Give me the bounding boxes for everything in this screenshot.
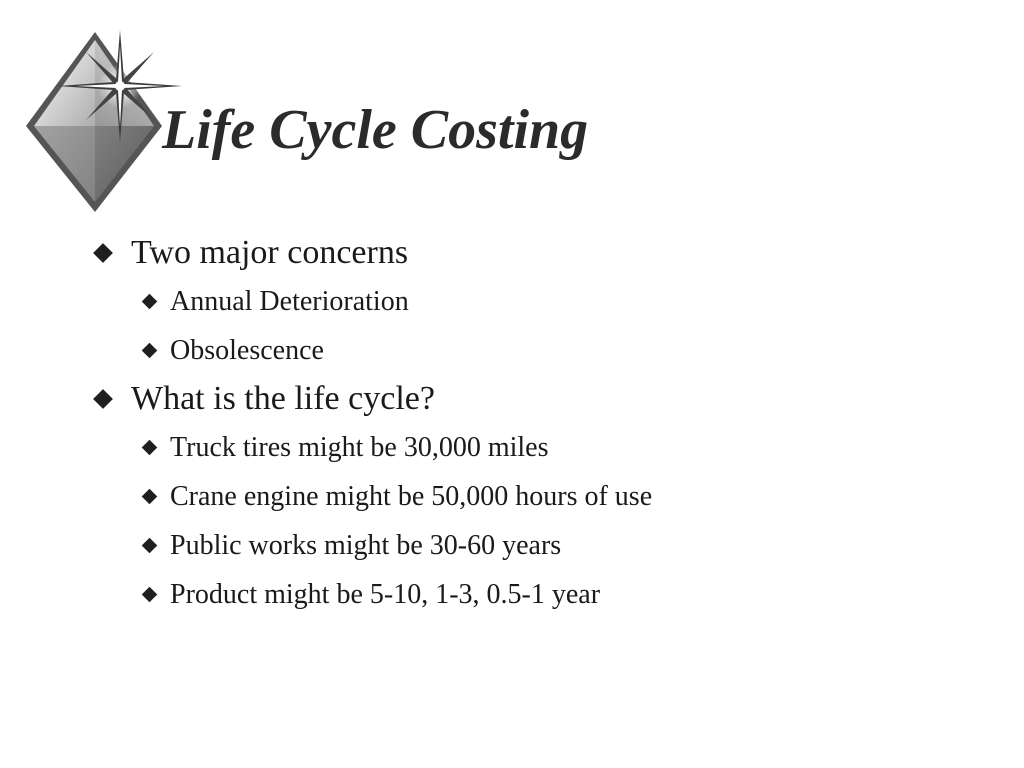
sub-bullet-text: Obsolescence <box>170 334 324 366</box>
sub-bullet-item <box>90 570 990 619</box>
diamond-bullet-icon <box>142 587 158 603</box>
bullet-item <box>90 229 990 277</box>
sub-bullet-text: Product might be 5-10, 1-3, 0.5-1 year <box>170 578 601 610</box>
slide-title: Life Cycle Costing <box>162 99 589 161</box>
bullet-text: Two major concerns <box>131 234 409 271</box>
diamond-bullet-icon <box>142 343 158 359</box>
diamond-bullet-icon <box>142 489 158 505</box>
sub-bullet-item <box>90 326 990 375</box>
sub-bullet-item <box>90 521 990 570</box>
bullet-list <box>90 229 990 619</box>
bullet-item <box>90 375 990 423</box>
diamond-bullet-icon <box>142 440 158 456</box>
sub-bullet-text: Crane engine might be 50,000 hours of use <box>170 480 653 512</box>
diamond-bullet-icon <box>93 389 113 409</box>
sub-bullet-item <box>90 277 990 326</box>
sub-bullet-text: Truck tires might be 30,000 miles <box>170 431 549 463</box>
diamond-bullet-icon <box>142 538 158 554</box>
sub-bullet-text: Annual Deterioration <box>170 285 409 317</box>
sub-bullet-text: Public works might be 30-60 years <box>170 529 562 561</box>
bullet-text: What is the life cycle? <box>131 380 435 417</box>
sub-bullet-item <box>90 472 990 521</box>
diamond-bullet-icon <box>93 243 113 263</box>
sub-bullet-item <box>90 423 990 472</box>
diamond-bullet-icon <box>142 294 158 310</box>
